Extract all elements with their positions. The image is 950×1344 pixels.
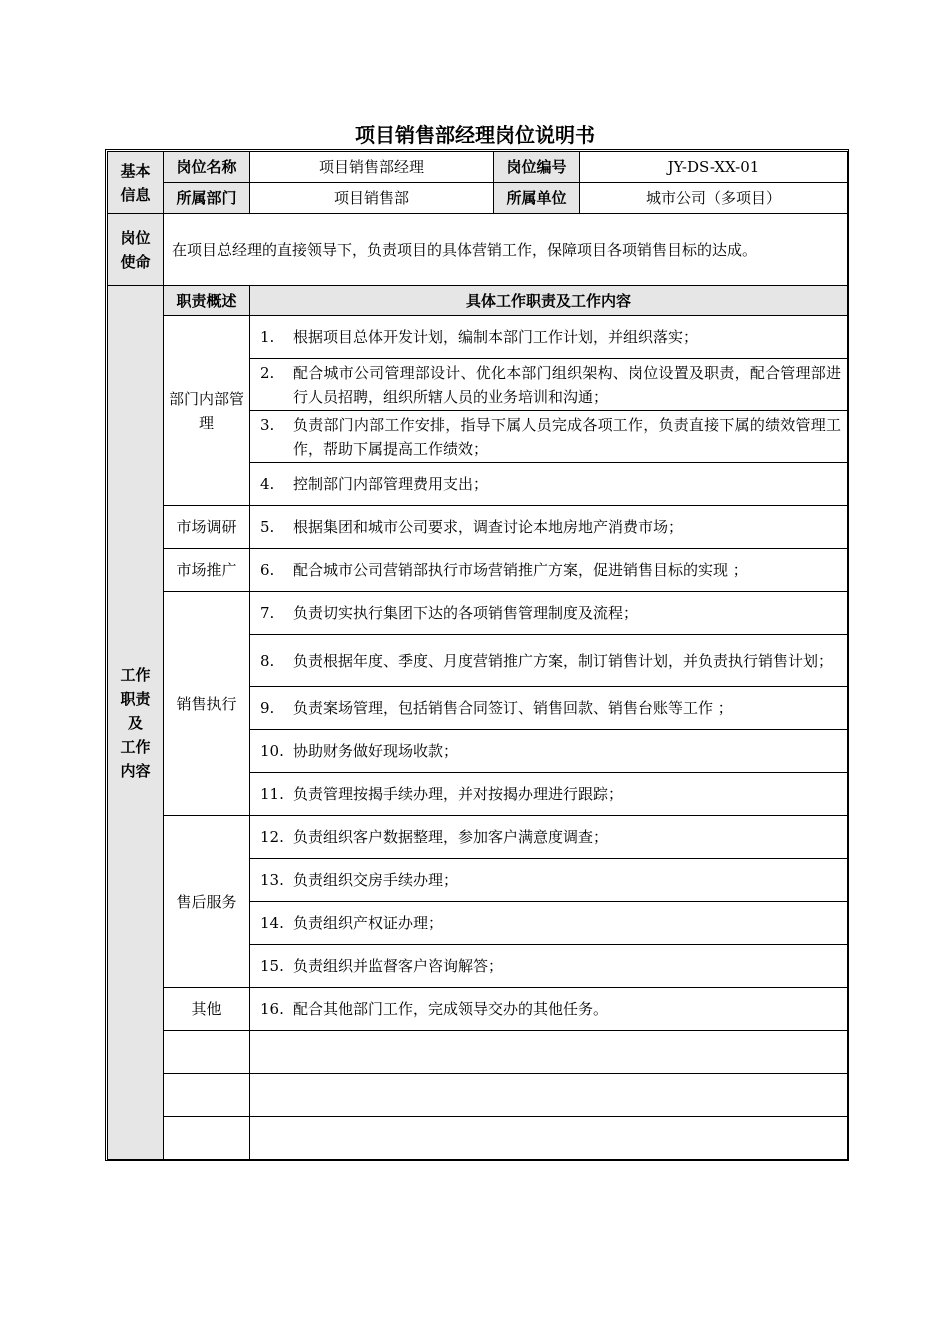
duty-item [250,696,847,720]
duty-item [250,997,847,1021]
duty-text: 控制部门内部管理费用支出； [293,475,489,493]
position-code-label: 岗位编号 [494,152,580,183]
position-name-value: 项目销售部经理 [250,152,494,183]
duty-number: 15. [260,957,284,975]
duty-number: 8. [260,651,275,670]
duty-number: 3. [260,415,275,434]
empty-cell [164,1074,250,1117]
duty-text: 负责切实执行集团下达的各项销售管理制度及流程； [293,604,639,622]
basic-info-row-2 [108,183,848,214]
duty-number: 16. [260,1000,284,1018]
duty-item [250,782,847,806]
duty-category: 市场调研 [164,506,250,549]
empty-row [108,1074,848,1117]
mission-row [108,214,848,286]
duty-row [108,592,848,635]
duties-section-label: 工作 职责 及 工作 内容 [108,286,164,1160]
duty-text: 负责组织产权证办理； [293,914,444,932]
position-name-label: 岗位名称 [164,152,250,183]
duty-text: 配合城市公司管理部设计、优化本部门组织架构、岗位设置及职责，配合管理部进行人员招聘，组织所辖人员的业务培训和沟通； [293,363,841,406]
unit-value: 城市公司（多项目） [580,183,848,214]
duty-text: 负责根据年度、季度、月度营销推广方案，制订销售计划，并负责执行销售计划； [293,651,834,670]
duty-item [250,472,847,496]
duty-row [108,316,848,359]
duty-text: 负责管理按揭手续办理，并对按揭办理进行跟踪； [293,785,624,803]
duties-header-row [108,286,848,316]
empty-cell [250,1074,848,1117]
duty-number: 11. [260,785,284,803]
duty-number: 2. [260,363,275,382]
duty-number: 13. [260,871,284,889]
duty-number: 4. [260,475,275,493]
job-description-table [107,151,848,1160]
empty-row [108,1031,848,1074]
duty-number: 6. [260,561,275,579]
duty-category: 部门内部管理 [164,316,250,506]
duty-category: 售后服务 [164,816,250,988]
duty-item [250,361,847,409]
duty-row [108,816,848,859]
duty-item [250,649,847,673]
duty-summary-header: 职责概述 [164,286,250,316]
empty-cell [164,1031,250,1074]
document-title: 项目销售部经理岗位说明书 [355,123,595,147]
department-label: 所属部门 [164,183,250,214]
duty-item [250,825,847,849]
duty-number: 1. [260,328,275,346]
duty-number: 10. [260,742,284,760]
duty-item [250,954,847,978]
duty-text: 配合其他部门工作，完成领导交办的其他任务。 [293,1000,609,1018]
duty-item [250,558,847,582]
unit-label: 所属单位 [494,183,580,214]
duty-item [250,601,847,625]
duty-text: 负责案场管理，包括销售合同签订、销售回款、销售台账等工作 ； [293,699,733,717]
duty-row [108,506,848,549]
duty-text: 根据项目总体开发计划，编制本部门工作计划，并组织落实； [293,328,699,346]
duty-text: 负责组织客户数据整理，参加客户满意度调查； [293,828,609,846]
duty-number: 9. [260,699,275,717]
mission-label: 岗位 使命 [108,214,164,286]
duty-number: 5. [260,518,275,536]
duty-row [108,549,848,592]
empty-cell [250,1031,848,1074]
duty-text: 负责部门内部工作安排，指导下属人员完成各项工作，负责直接下属的绩效管理工作，帮助下属提高工作绩效； [293,415,841,458]
department-value: 项目销售部 [250,183,494,214]
duty-row [108,988,848,1031]
duty-text: 根据集团和城市公司要求，调查讨论本地房地产消费市场； [293,518,684,536]
duty-number: 14. [260,914,284,932]
duty-item [250,413,847,461]
duty-item [250,325,847,349]
duty-text: 负责组织交房手续办理； [293,871,459,889]
duty-item [250,739,847,763]
duty-number: 12. [260,828,284,846]
position-code-value: JY-DS-XX-01 [580,152,848,183]
duty-details-header: 具体工作职责及工作内容 [250,286,848,316]
duty-category: 市场推广 [164,549,250,592]
duty-item [250,911,847,935]
duty-text: 协助财务做好现场收款； [293,742,459,760]
duty-number: 7. [260,604,275,622]
empty-cell [250,1117,848,1160]
empty-row [108,1117,848,1160]
duty-item [250,868,847,892]
duty-text: 负责组织并监督客户咨询解答； [293,957,504,975]
duty-category: 其他 [164,988,250,1031]
empty-cell [164,1117,250,1160]
duty-item [250,515,847,539]
mission-text: 在项目总经理的直接领导下，负责项目的具体营销工作，保障项目各项销售目标的达成。 [164,214,848,286]
duty-text: 配合城市公司营销部执行市场营销推广方案，促进销售目标的实现 ； [293,561,748,579]
basic-info-row-1 [108,152,848,183]
duty-category: 销售执行 [164,592,250,816]
basic-info-label: 基本 信息 [108,152,164,214]
